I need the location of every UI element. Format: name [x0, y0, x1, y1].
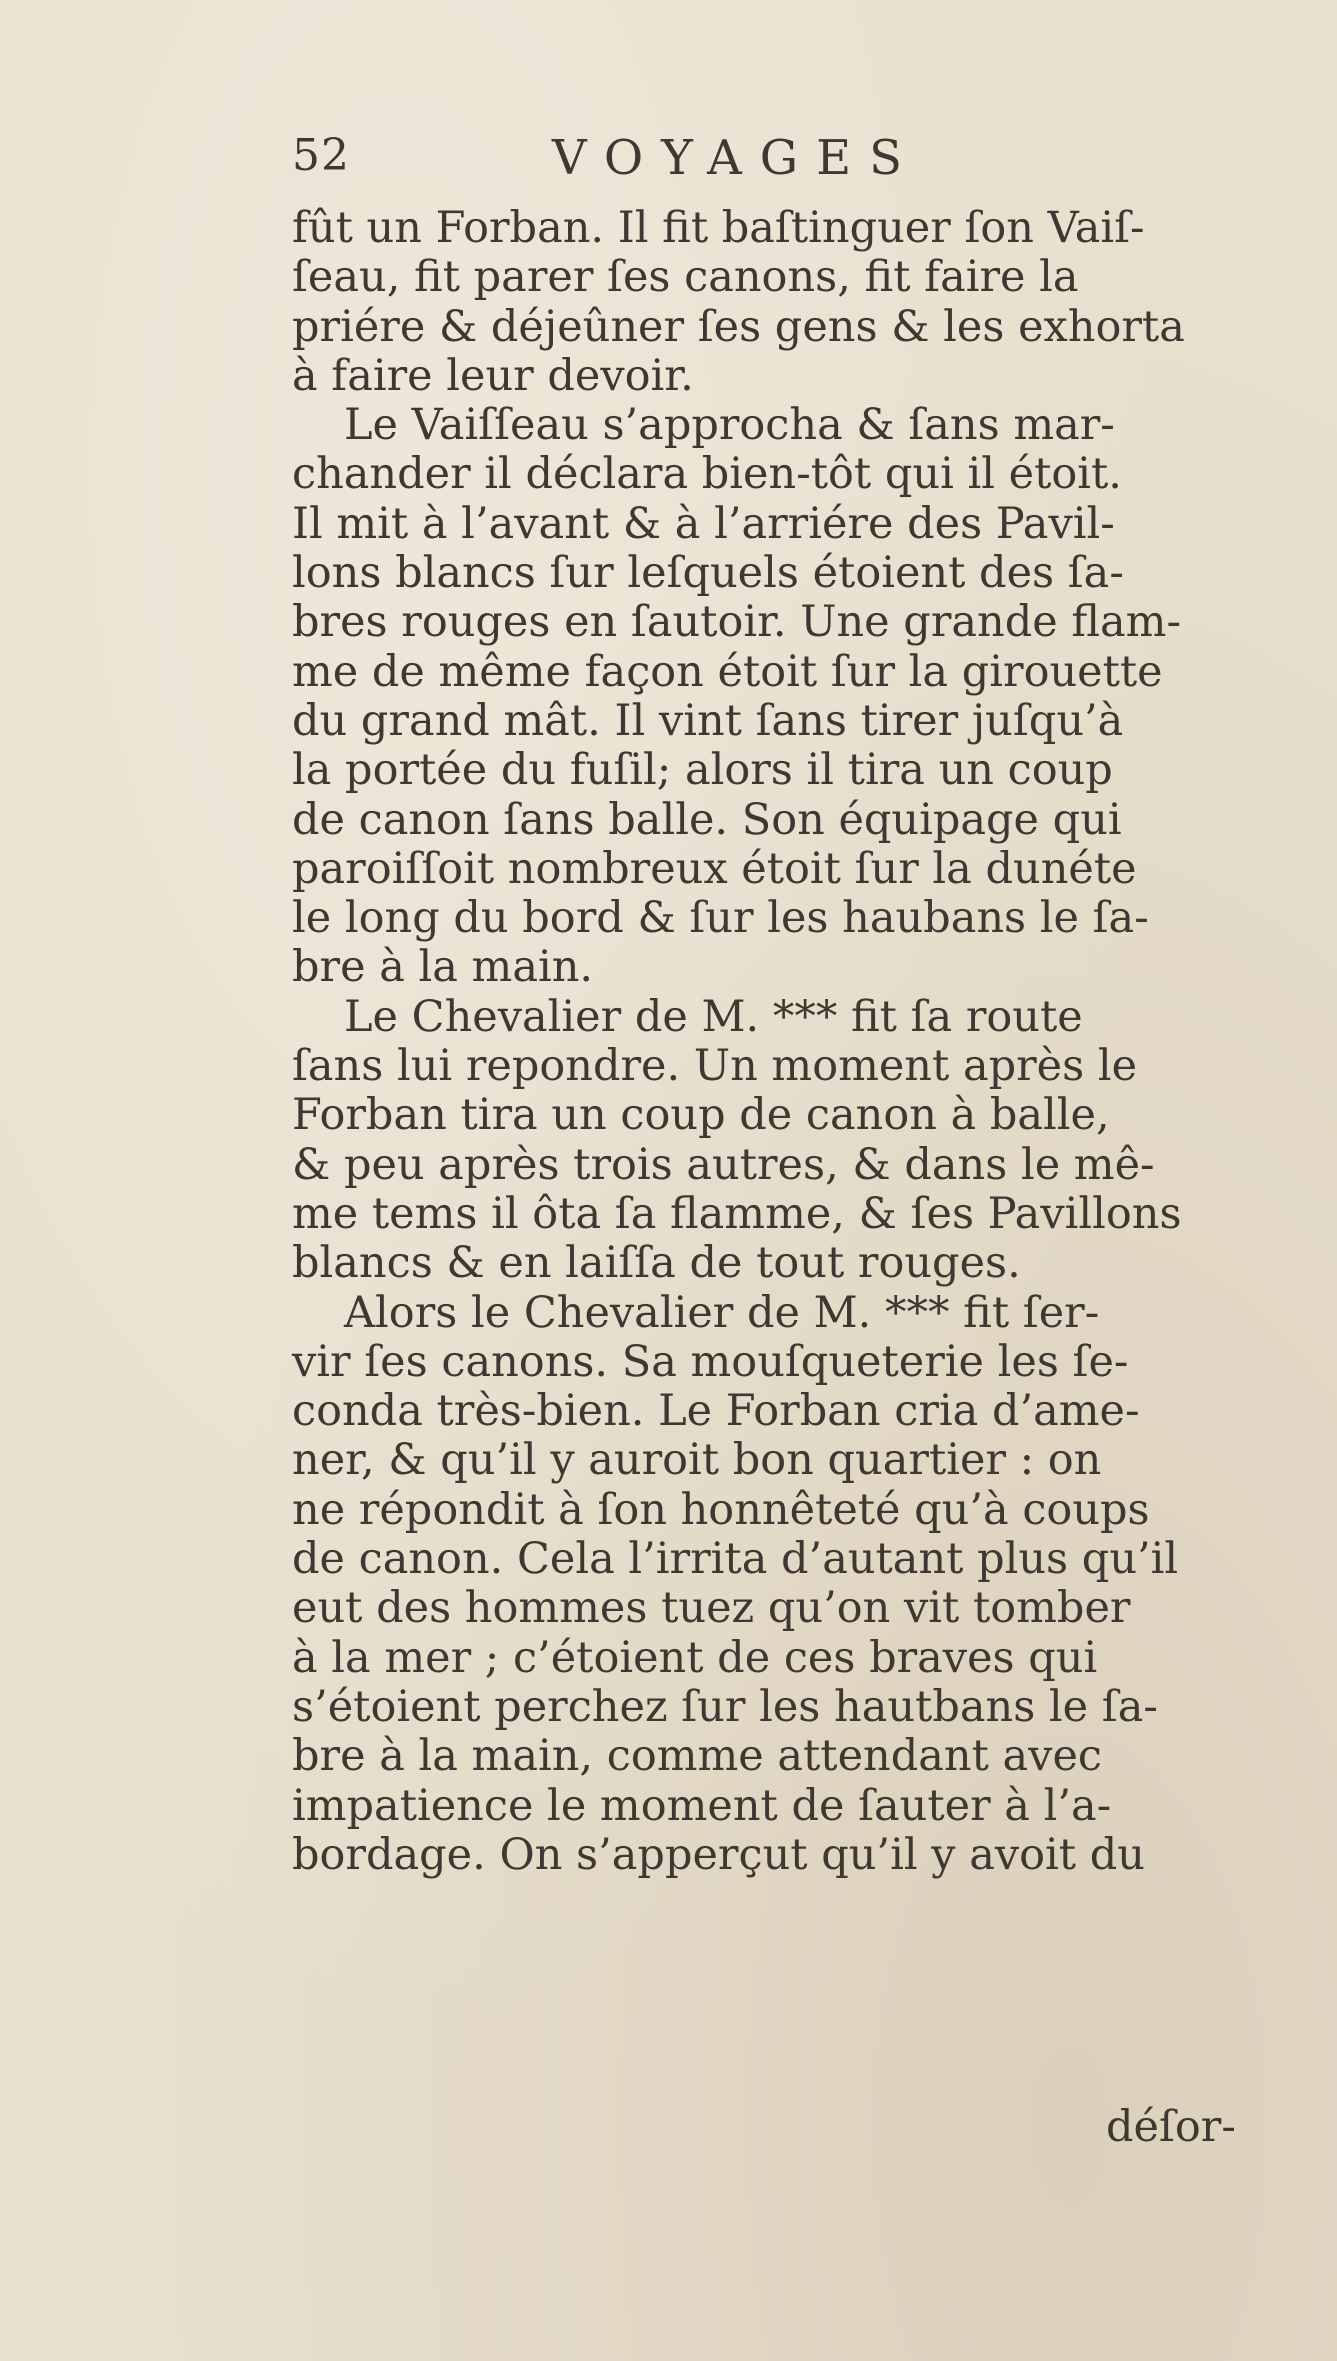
text-line: ner, & qu’il y auroit bon quartier : on	[292, 1435, 1102, 1486]
text-line: conda très-bien. Le Forban cria d’ame-	[292, 1386, 1140, 1437]
text-line: bres rouges en ſautoir. Une grande flam-	[292, 597, 1181, 648]
text-line: à faire leur devoir.	[292, 350, 694, 401]
text-line: de canon ſans balle. Son équipage qui	[292, 794, 1122, 845]
text-line: ne répondit à ſon honnêteté qu’à coups	[292, 1484, 1150, 1535]
text-line: chander il déclara bien-tôt qui il étoit.	[292, 449, 1122, 500]
text-line: Le Chevalier de M. *** fit ſa route	[344, 991, 1083, 1042]
text-line: de canon. Cela l’irrita d’autant plus qu’il	[292, 1534, 1179, 1585]
text-line: vir ſes canons. Sa mouſqueterie les ſe-	[292, 1336, 1129, 1387]
text-line: du grand mât. Il vint ſans tirer juſqu’à	[292, 695, 1124, 746]
text-line: paroiſſoit nombreux étoit ſur la dunéte	[292, 843, 1137, 894]
text-line: Le Vaiſſeau s’approcha & ſans mar-	[344, 400, 1115, 451]
text-line: me de même façon étoit ſur la girouette	[292, 646, 1163, 697]
running-head: VOYAGES	[552, 130, 921, 186]
text-line: le long du bord & ſur les haubans le ſa-	[292, 893, 1149, 944]
text-line: Il mit à l’avant & à l’arriére des Pavil-	[292, 498, 1115, 549]
body-text	[292, 204, 1262, 1880]
text-line: & peu après trois autres, & dans le mê-	[292, 1139, 1155, 1190]
text-line: me tems il ôta ſa flamme, & ſes Pavillons	[292, 1188, 1182, 1239]
margin-bleed-through	[118, 1000, 268, 1200]
text-line: eut des hommes tuez qu’on vit tomber	[292, 1583, 1131, 1634]
page-number: 52	[292, 130, 350, 181]
catchword: déſor-	[1106, 2102, 1236, 2152]
text-line: bre à la main, comme attendant avec	[292, 1731, 1102, 1782]
text-line: à la mer ; c’étoient de ces braves qui	[292, 1632, 1098, 1683]
text-line: impatience le moment de ſauter à l’a-	[292, 1780, 1112, 1831]
text-line: s’étoient perchez ſur les hautbans le ſa-	[292, 1681, 1158, 1732]
text-line: lons blancs ſur leſquels étoient des ſa-	[292, 548, 1124, 599]
text-line: bre à la main.	[292, 942, 594, 993]
text-line: Alors le Chevalier de M. *** fit ſer-	[344, 1287, 1100, 1338]
page-header	[292, 130, 1052, 200]
text-line: bordage. On s’apperçut qu’il y avoit du	[292, 1829, 1145, 1880]
text-line: fût un Forban. Il fit baſtinguer ſon Vaiſ-	[292, 203, 1145, 253]
text-line: ſeau, fit parer ſes canons, fit faire la	[292, 252, 1079, 303]
text-line: priére & déjeûner ſes gens & les exhorta	[292, 301, 1185, 352]
text-line: la portée du fuſil; alors il tira un coup	[292, 745, 1113, 796]
text-line: blancs & en laiſſa de tout rouges.	[292, 1238, 1021, 1289]
text-line: ſans lui repondre. Un moment après le	[292, 1041, 1138, 1092]
text-line: Forban tira un coup de canon à balle,	[292, 1090, 1110, 1141]
